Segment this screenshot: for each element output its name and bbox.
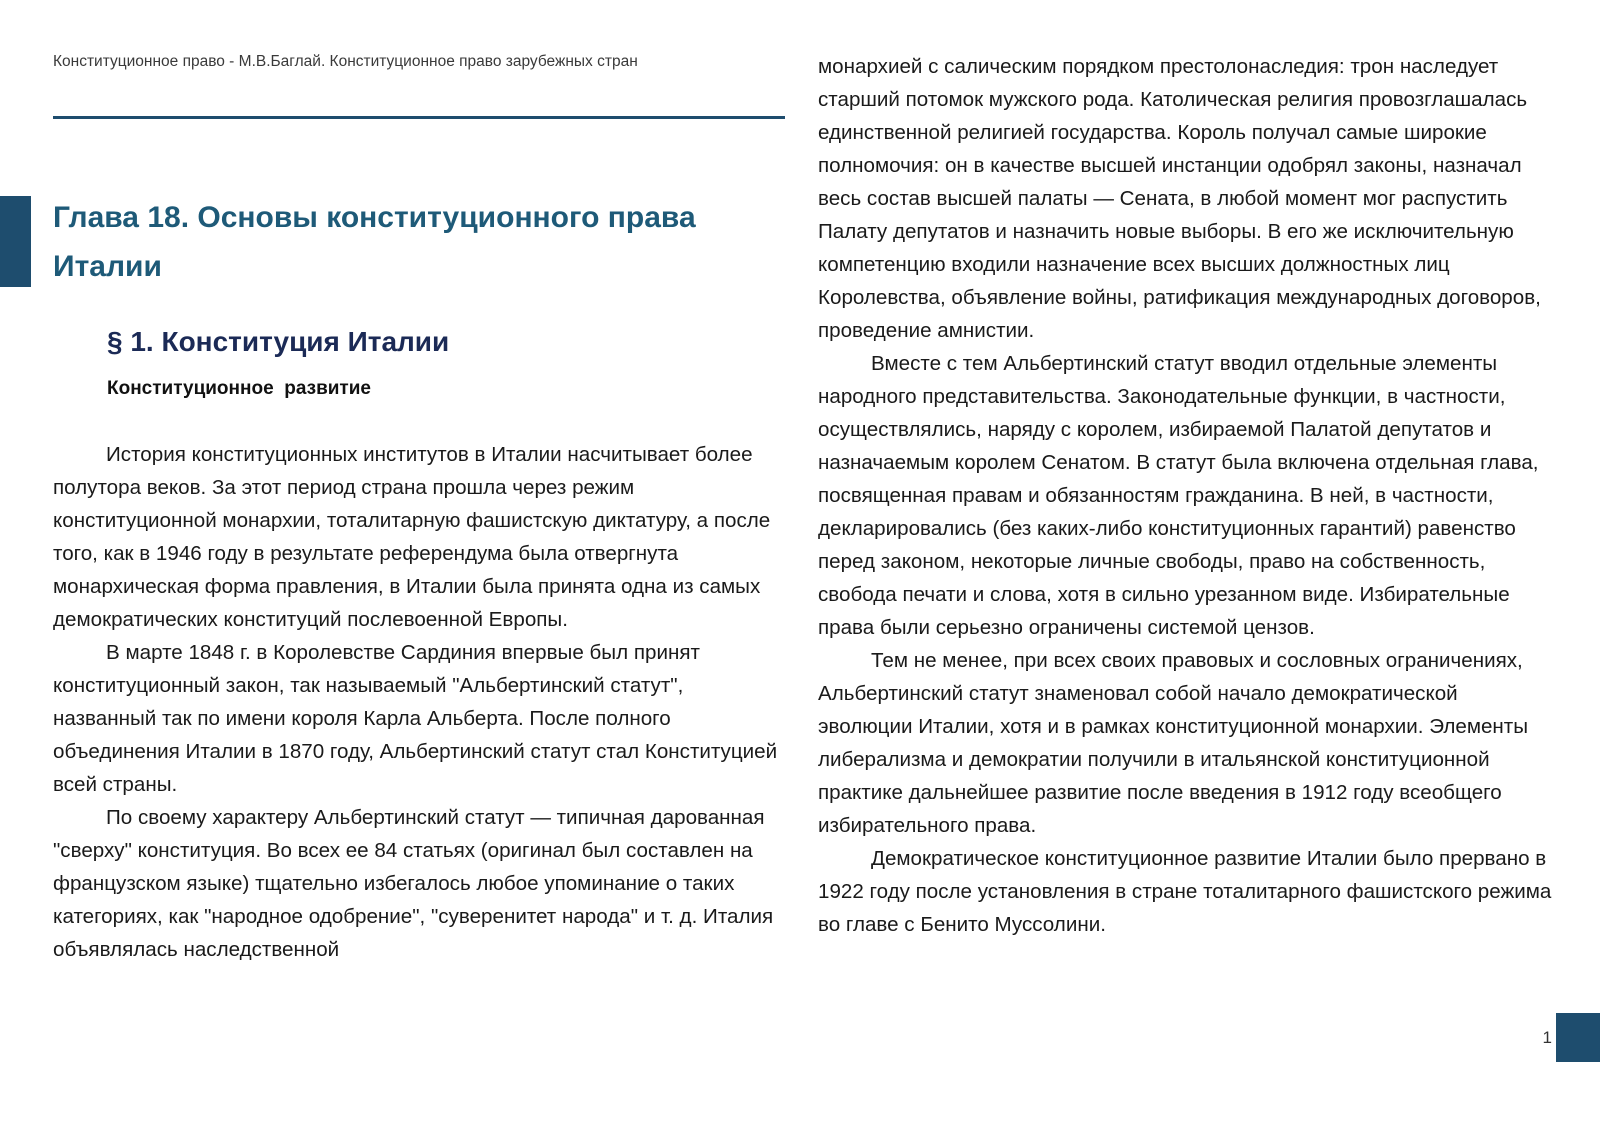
paragraph: Вместе с тем Альбертинский статут вводил отдельные элементы народного представительства. Законодательные функции, в частности, осуществлялись, наряду с королем, избираемой Палатой депутатов и назначаемым королем Сенатом. В статут была включена отдельная глава, посвященная правам и обязанностям гражданина. В ней, в частности, декларировались (без каких-либо конституционных гарантий) равенство перед законом, некоторые личные свободы, право на собственность, свобода печати и слова, хотя в сильно урезанном виде. Избирательные права были серьезно ограничены системой цензов. [818,352,1539,639]
paragraph-continued: монархией с салическим порядком престолонаследия: трон наследует старший потомок мужского рода. Католическая религия провозглашалась единственной религией государства. Король получал самые широкие полномочия: он в качестве высшей инстанции одобрял законы, назначал весь состав высшей палаты — Сената, в любой момент мог распустить Палату депутатов и назначить новые выборы. В его же исключительную компетенцию входили назначение всех высших должностных лиц Королевства, объявление войны, ратификация международных договоров, проведение амнистии. [818,55,1541,342]
subsection-title: Конституционное развитие [107,378,371,399]
page-number: 1 [1542,1028,1552,1047]
paragraph: В марте 1848 г. в Королевстве Сардиния впервые был принят конституционный закон, так называемый "Альбертинский статут", названный так по имени короля Карла Альберта. После полного объединения Италии в 1870 году, Альбертинский статут стал Конституцией всей страны. [53,641,778,796]
chapter-title: Глава 18. Основы конституционного права Италии [53,201,696,283]
section-title: § 1. Конституция Италии [107,326,450,357]
paragraph: Демократическое конституционное развитие Италии было прервано в 1922 году после установления в стране тоталитарного фашистского режима во главе с Бенито Муссолини. [818,847,1552,936]
paragraph: Тем не менее, при всех своих правовых и сословных ограничениях, Альбертинский статут знаменовал собой начало демократической эволюции Италии, хотя и в рамках конституционной монархии. Элементы либерализма и демократии получили в итальянской конституционной практике дальнейшее развитие после введения в 1912 году всеобщего избирательного права. [818,649,1529,837]
paragraph: История конституционных институтов в Италии насчитывает более полутора веков. За этот период страна прошла через режим конституционной монархии, тоталитарную фашистскую диктатуру, а после того, как в 1946 году в результате референдума была отвергнута монархическая форма правления, в Италии была принята одна из самых демократических конституций послевоенной Европы. [53,443,771,631]
running-header: Конституционное право - М.В.Баглай. Конституционное право зарубежных стран [53,53,638,70]
right-text-column [818,50,1553,941]
chapter-accent-bar [0,196,31,287]
page-tab [1556,1013,1600,1062]
paragraph: По своему характеру Альбертинский статут — типичная дарованная "сверху" конституция. Во всех ее 84 статьях (оригинал был составлен на французском языке) тщательно избегалось любое упоминание о таких категориях, как "народное одобрение", "суверенитет народа" и т. д. Италия объявлялась наследственной [53,806,774,961]
header-rule [53,116,785,119]
left-text-column [53,438,785,966]
